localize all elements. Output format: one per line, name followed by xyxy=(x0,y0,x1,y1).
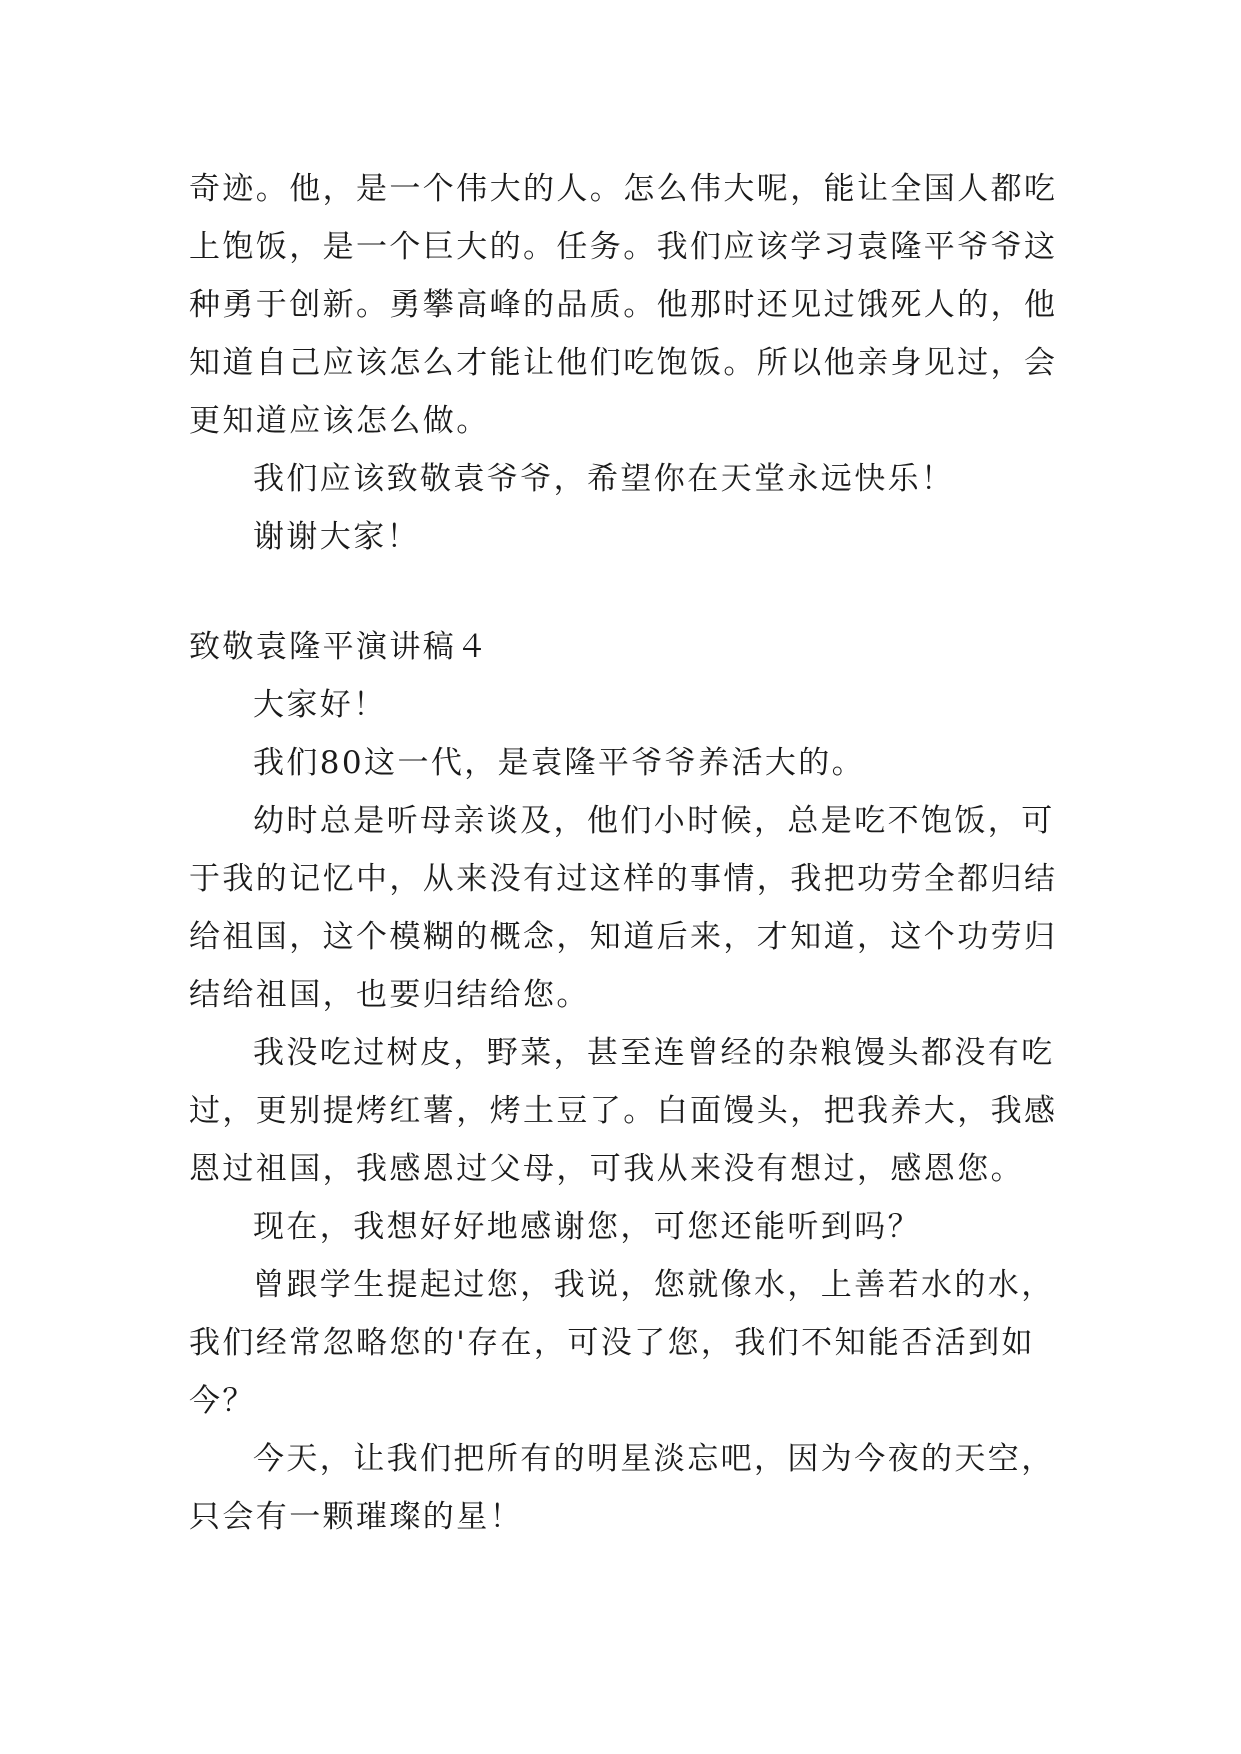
text-line: 我没吃过树皮，野菜，甚至连曾经的杂粮馒头都没有吃 xyxy=(253,1035,1055,1071)
paragraph xyxy=(189,1430,1055,1546)
text-line: 今天，让我们把所有的明星淡忘吧，因为今夜的天空， xyxy=(253,1441,1055,1477)
text-line: 过，更别提烤红薯，烤土豆了。白面馒头，把我养大，我感 xyxy=(189,1093,1058,1129)
text-line: 结给祖国，也要归结给您。 xyxy=(189,977,590,1013)
text-line: 曾跟学生提起过您，我说，您就像水，上善若水的水， xyxy=(253,1267,1055,1303)
paragraph: 现在，我想好好地感谢您，可您还能听到吗？ xyxy=(253,1209,921,1245)
text-line: 给祖国，这个模糊的概念，知道后来，才知道，这个功劳归 xyxy=(189,919,1058,955)
text-line: 种勇于创新。勇攀高峰的品质。他那时还见过饿死人的，他 xyxy=(189,287,1058,323)
text-line: 于我的记忆中，从来没有过这样的事情，我把功劳全都归结 xyxy=(189,861,1058,897)
text-line: 只会有一颗璀璨的星！ xyxy=(189,1499,523,1535)
text-line: 上饱饭，是一个巨大的。任务。我们应该学习袁隆平爷爷这 xyxy=(189,229,1058,265)
paragraph: 我们应该致敬袁爷爷，希望你在天堂永远快乐！ xyxy=(253,461,955,497)
text-line: 幼时总是听母亲谈及，他们小时候，总是吃不饱饭，可 xyxy=(253,803,1055,839)
section-gap xyxy=(189,566,1051,618)
paragraph: 谢谢大家！ xyxy=(253,519,420,555)
text-line: 奇迹。他，是一个伟大的人。怎么伟大呢，能让全国人都吃 xyxy=(189,171,1058,207)
section-title: 致敬袁隆平演讲稿４ xyxy=(189,629,490,665)
document-body xyxy=(189,160,1058,1546)
text-line: 知道自己应该怎么才能让他们吃饱饭。所以他亲身见过，会 xyxy=(189,345,1058,381)
paragraph: 我们80这一代，是袁隆平爷爷养活大的。 xyxy=(253,745,866,781)
text-line: 更知道应该怎么做。 xyxy=(189,403,490,439)
paragraph xyxy=(189,792,1058,1024)
text-line: 恩过祖国，我感恩过父母，可我从来没有想过，感恩您。 xyxy=(189,1151,1024,1187)
text-line: 我们经常忽略您的'存在，可没了您，我们不知能否活到如 xyxy=(189,1325,1035,1361)
greeting: 大家好！ xyxy=(253,687,387,723)
paragraph xyxy=(189,1024,1058,1198)
paragraph xyxy=(189,160,1058,450)
paragraph xyxy=(189,1256,1055,1430)
text-line: 今？ xyxy=(189,1383,256,1419)
